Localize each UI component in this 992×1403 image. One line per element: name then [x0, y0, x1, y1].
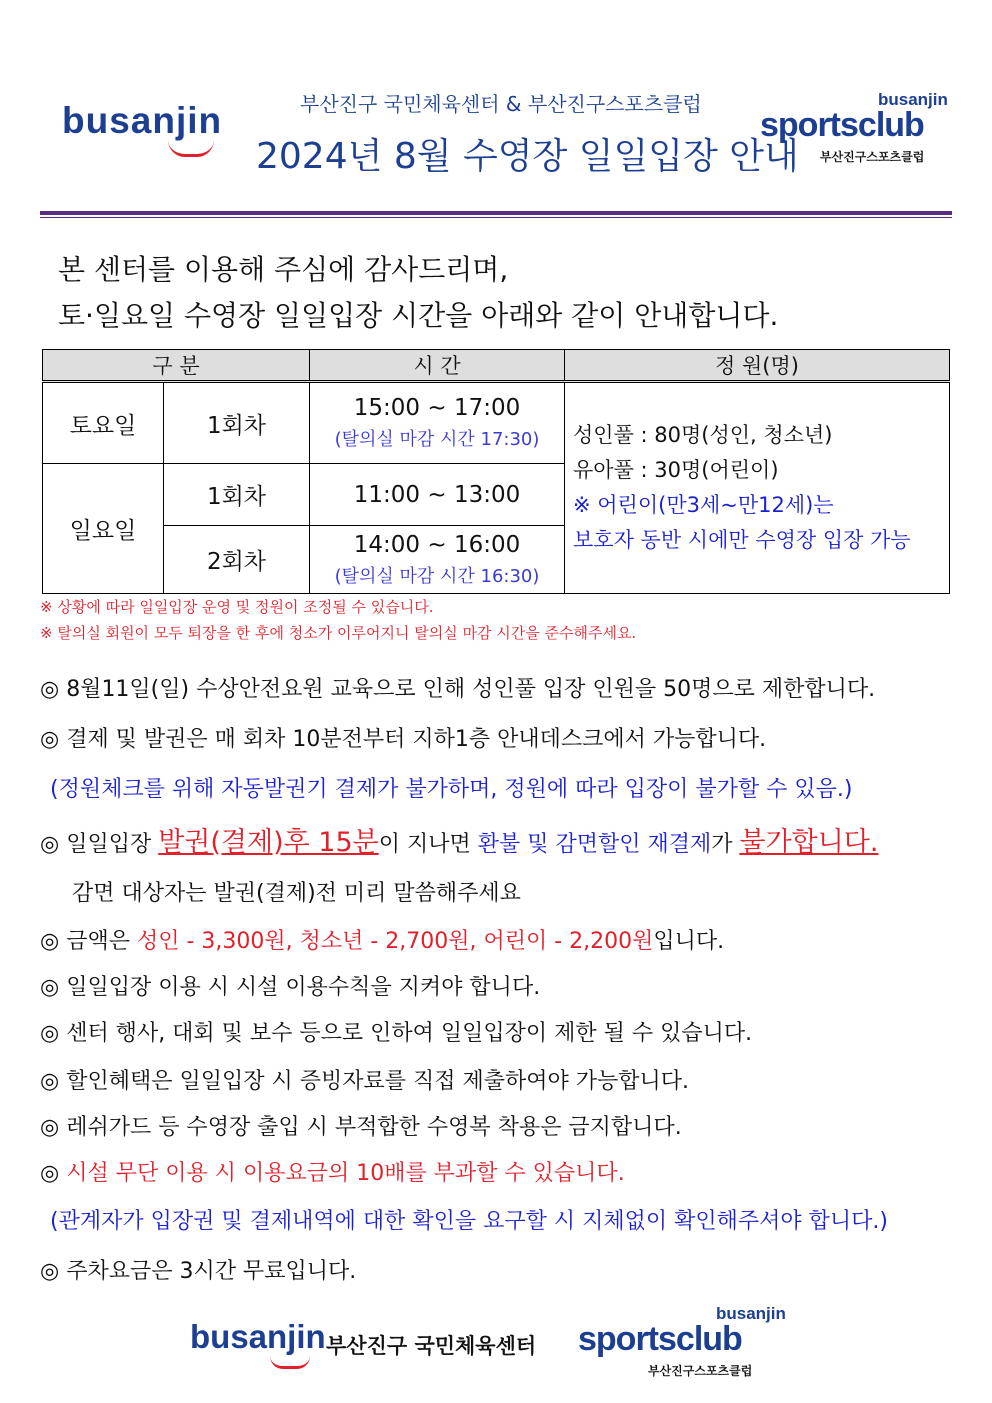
round-label: 2회차: [164, 526, 310, 594]
item-discount-proof: ◎ 할인혜택은 일일입장 시 증빙자료를 직접 제출하여야 가능합니다.: [40, 1069, 689, 1094]
item-penalty-bullet: ◎: [40, 1161, 67, 1186]
sportsclub-logo-main-text: sportsclub: [760, 106, 924, 144]
item-restriction: ◎ 센터 행사, 대회 및 보수 등으로 인하여 일일입장이 제한 될 수 있습니다.: [40, 1021, 753, 1046]
header-rule-thin: [40, 217, 952, 218]
capacity-adult-pool: 성인풀 : 80명(성인, 청소년): [573, 423, 833, 447]
locker-close-note: (탈의실 마감 시간 17:30): [334, 429, 540, 450]
table-header-capacity: 정 원(명): [565, 350, 950, 382]
schedule-table: [42, 349, 950, 594]
table-header-category: 구 분: [43, 350, 310, 382]
footer-logo-smile-mark: [270, 1356, 310, 1369]
capacity-kids-pool: 유아풀 : 30명(어린이): [573, 458, 779, 482]
footer-sportsclub-main-text: sportsclub: [578, 1320, 742, 1358]
round-label: 1회차: [164, 464, 310, 526]
item-limit-notice: ◎ 8월11일(일) 수상안전요원 교육으로 인해 성인풀 입장 인원을 50명으로 제한합니다.: [40, 677, 876, 702]
day-sunday: 일요일: [43, 464, 164, 594]
busanjin-logo: busanjin: [62, 100, 223, 141]
item-price: [40, 924, 724, 955]
item-price-part: ◎ 금액은: [40, 929, 137, 954]
capacity-child-note: ※ 어린이(만3세~만12세)는: [573, 493, 834, 517]
note-adjustment: ※ 상황에 따라 일일입장 운영 및 정원이 조정될 수 있습니다.: [40, 598, 434, 616]
sportsclub-logo-small-text: busanjin: [878, 90, 948, 109]
item-refund-part: 이 지나면: [378, 832, 478, 857]
footer-sportsclub-small-text: busanjin: [716, 1304, 786, 1323]
table-header-time: 시 간: [310, 350, 565, 382]
item-refund-highlight: 발권(결제)후 15분: [158, 827, 379, 858]
item-penalty: [40, 1156, 625, 1187]
item-penalty-note: (관계자가 입장권 및 결제내역에 대한 확인을 요구할 시 지체없이 확인해주셔야 합니다.): [50, 1209, 888, 1234]
intro-line-1: 본 센터를 이용해 주심에 감사드리며,: [58, 253, 509, 286]
table-row: [43, 382, 950, 464]
item-price-part: 입니다.: [653, 929, 725, 954]
header-rule-thick: [40, 211, 952, 215]
capacity-cell: [565, 382, 950, 594]
item-payment-note: (정원체크를 위해 자동발권기 결제가 불가하며, 정원에 따라 입장이 불가할 수 있음.): [50, 777, 853, 802]
capacity-guardian-note: 보호자 동반 시에만 수영장 입장 가능: [573, 528, 911, 552]
item-rules: ◎ 일일입장 이용 시 시설 이용수칙을 지켜야 합니다.: [40, 975, 541, 1000]
time-range: 15:00 ~ 17:00: [353, 395, 521, 421]
page-title: 2024년 8월 수영장 일일입장 안내: [256, 136, 799, 177]
item-refund-blue: 환불 및 감면할인 재결제: [477, 832, 712, 857]
time-range: 14:00 ~ 16:00: [353, 531, 521, 558]
item-payment: ◎ 결제 및 발권은 매 회차 10분전부터 지하1층 안내데스크에서 가능합니다.: [40, 727, 767, 752]
item-refund-part: 가: [711, 832, 740, 857]
round-label: 1회차: [164, 382, 310, 464]
item-swimwear: ◎ 레쉬가드 등 수영장 출입 시 부적합한 수영복 착용은 금지합니다.: [40, 1115, 682, 1140]
sportsclub-logo-korean: 부산진구스포츠클럽: [820, 150, 925, 164]
time-range: 11:00 ~ 13:00: [353, 481, 521, 508]
item-refund-warning: 불가합니다.: [739, 827, 879, 858]
item-penalty-text: 시설 무단 이용 시 이용요금의 10배를 부과할 수 있습니다.: [66, 1161, 625, 1186]
note-cleaning: ※ 탈의실 회원이 모두 퇴장을 한 후에 청소가 이루어지니 탈의실 마감 시간을 준수해주세요.: [40, 624, 637, 642]
item-price-values: 성인 - 3,300원, 청소년 - 2,700원, 어린이 - 2,200원: [136, 929, 654, 954]
item-discount-note: 감면 대상자는 발권(결제)전 미리 말씀해주세요: [72, 881, 521, 906]
item-refund: [40, 820, 878, 859]
sportsclub-logo: [760, 88, 950, 168]
locker-close-note: (탈의실 마감 시간 16:30): [334, 565, 540, 587]
header-subtitle: 부산진구 국민체육센터 & 부산진구스포츠클럽: [300, 92, 702, 116]
footer-center-name: 부산진구 국민체육센터: [326, 1334, 537, 1358]
time-cell: [310, 464, 565, 526]
item-refund-part: ◎ 일일입장: [40, 832, 159, 857]
item-parking: ◎ 주차요금은 3시간 무료입니다.: [40, 1259, 357, 1284]
time-cell: [310, 382, 565, 464]
footer-sportsclub-logo: [578, 1302, 798, 1382]
footer-sportsclub-korean: 부산진구스포츠클럽: [648, 1364, 753, 1378]
footer-busanjin-logo: busanjin: [190, 1318, 326, 1355]
intro-line-2: 토·일요일 수영장 일일입장 시간을 아래와 같이 안내합니다.: [58, 299, 779, 332]
day-saturday: 토요일: [43, 382, 164, 464]
table-header-row: [43, 350, 950, 382]
time-cell: [310, 526, 565, 594]
logo-smile-mark: [168, 140, 214, 157]
